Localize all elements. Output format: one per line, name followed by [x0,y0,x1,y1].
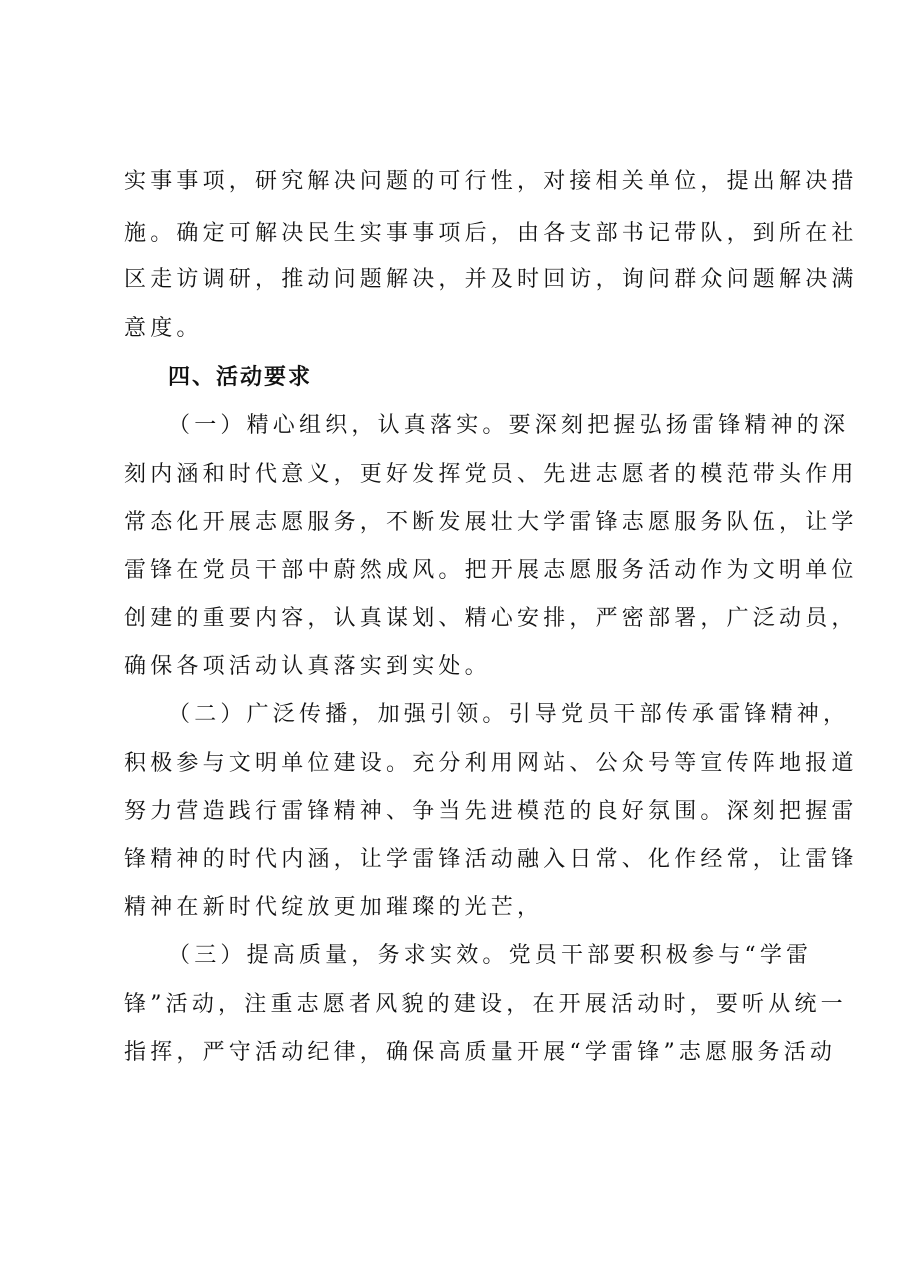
paragraph-line: 施。确定可解决民生实事事项后，由各支部书记带队，到所在社 [124,221,858,246]
paragraph-line: 区走访调研，推动问题解决，并及时回访，询问群众问题解决满 [124,267,858,292]
paragraph-line: 积极参与文明单位建设。充分利用网站、公众号等宣传阵地报道 [124,751,858,776]
paragraph-line: （三）提高质量，务求实效。党员干部要积极参与“学雷 [168,943,813,968]
paragraph-line: 常态化开展志愿服务，不断发展壮大学雷锋志愿服务队伍，让学 [124,510,858,535]
paragraph-line: （一）精心组织，认真落实。要深刻把握弘扬雷锋精神的深 [168,413,850,438]
paragraph-line: 实事事项，研究解决问题的可行性，对接相关单位，提出解决措 [124,169,858,194]
paragraph-line: 刻内涵和时代意义，更好发挥党员、先进志愿者的模范带头作用 [124,462,858,487]
paragraph-line: （二）广泛传播，加强引领。引导党员干部传承雷锋精神， [168,702,850,727]
paragraph-line: 创建的重要内容，认真谋划、精心安排，严密部署，广泛动员， [124,606,858,631]
paragraph-line: 确保各项活动认真落实到实处。 [124,654,491,679]
paragraph-line: 雷锋在党员干部中蔚然成风。把开展志愿服务活动作为文明单位 [124,558,858,583]
paragraph-line: 指挥，严守活动纪律，确保高质量开展“学雷锋”志愿服务活动 [124,1040,837,1065]
paragraph-line: 精神在新时代绽放更加璀璨的光芒， [124,895,544,920]
paragraph-line: 锋”活动，注重志愿者风貌的建设，在开展活动时，要听从统一 [124,992,847,1017]
paragraph-line: 努力营造践行雷锋精神、争当先进模范的良好氛围。深刻把握雷 [124,799,858,824]
paragraph-line: 锋精神的时代内涵，让学雷锋活动融入日常、化作经常，让雷锋 [124,847,858,872]
section-heading: 四、活动要求 [168,365,313,390]
paragraph-line: 意度。 [124,316,203,341]
